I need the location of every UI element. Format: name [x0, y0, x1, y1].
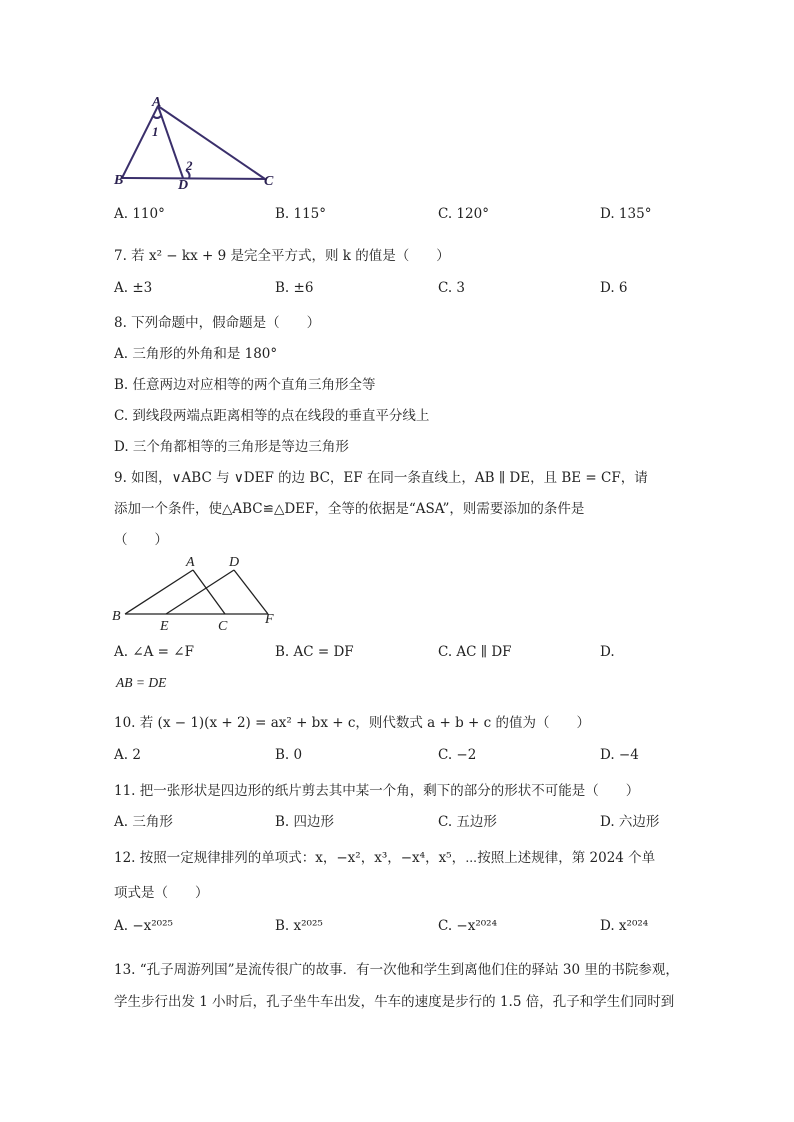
- q9-stem-line2: 添加一个条件，使△ABC≌△DEF，全等的依据是“ASA”，则需要添加的条件是: [114, 501, 585, 517]
- label-A: A: [152, 95, 162, 110]
- q11-option-c[interactable]: C. 五边形: [438, 814, 497, 830]
- q9-stem-line3: （ ）: [114, 532, 168, 548]
- q12-stem-line2: 项式是（ ）: [114, 885, 209, 901]
- q12-option-d[interactable]: D. x²⁰²⁴: [600, 918, 649, 934]
- q9-option-d-value: AB = DE: [116, 675, 167, 690]
- label-angle-1: 1: [152, 124, 159, 139]
- q6-option-d[interactable]: D. 135°: [600, 206, 652, 222]
- q11-option-a[interactable]: A. 三角形: [114, 814, 173, 830]
- q7-option-a[interactable]: A. ±3: [114, 280, 153, 296]
- q10-stem: 10. 若 (x − 1)(x + 2) = ax² + bx + c，则代数式 a + b + c 的值为（ ）: [114, 715, 591, 731]
- q8-option-a[interactable]: A. 三角形的外角和是 180°: [114, 346, 278, 362]
- q6-option-a[interactable]: A. 110°: [114, 206, 165, 222]
- label-B: B: [114, 173, 124, 188]
- q7-stem: 7. 若 x² − kx + 9 是完全平方式，则 k 的值是（ ）: [114, 248, 450, 264]
- label-C: C: [264, 174, 274, 189]
- q11-option-b[interactable]: B. 四边形: [275, 814, 335, 830]
- q13-stem-line2: 学生步行出发 1 小时后，孔子坐牛车出发，牛车的速度是步行的 1.5 倍，孔子和学生们同时到: [114, 994, 675, 1010]
- q9-option-c[interactable]: C. AC ∥ DF: [438, 644, 512, 660]
- label-B: B: [112, 609, 121, 624]
- q8-option-d[interactable]: D. 三个角都相等的三角形是等边三角形: [114, 439, 349, 455]
- label-C: C: [218, 619, 228, 634]
- q10-option-c[interactable]: C. −2: [438, 747, 477, 763]
- q9-stem-line1: 9. 如图，∨ABC 与 ∨DEF 的边 BC，EF 在同一条直线上，AB ∥ DE，且 BE = CF，请: [114, 470, 648, 486]
- segment-AD: [158, 106, 183, 178]
- q8-option-b[interactable]: B. 任意两边对应相等的两个直角三角形全等: [114, 377, 376, 393]
- segment-BA: [125, 570, 193, 614]
- q7-option-b[interactable]: B. ±6: [275, 280, 314, 296]
- angle-1-arc: [153, 116, 161, 118]
- triangles-figure-q9: [108, 550, 288, 634]
- segment-BC: [122, 178, 265, 179]
- label-D: D: [229, 555, 240, 570]
- q11-option-d[interactable]: D. 六边形: [600, 814, 660, 830]
- segment-AC: [158, 106, 265, 179]
- q10-option-d[interactable]: D. −4: [600, 747, 639, 763]
- label-E: E: [160, 619, 169, 634]
- q10-option-b[interactable]: B. 0: [275, 747, 303, 763]
- q13-stem-line1: 13. “孔子周游列国”是流传很广的故事．有一次他和学生到离他们住的驿站 30 里的书院参观，: [114, 962, 679, 978]
- label-F: F: [265, 612, 274, 627]
- q8-stem: 8. 下列命题中，假命题是（ ）: [114, 315, 321, 331]
- q10-option-a[interactable]: A. 2: [114, 747, 141, 763]
- q11-stem: 11. 把一张形状是四边形的纸片剪去其中某一个角，剩下的部分的形状不可能是（ ）: [114, 783, 640, 799]
- q9-option-d[interactable]: D.: [600, 644, 615, 660]
- segment-DF: [234, 570, 268, 614]
- segment-AC: [193, 570, 225, 614]
- q9-option-a[interactable]: A. ∠A = ∠F: [114, 644, 194, 660]
- segment-ED: [166, 570, 234, 614]
- label-angle-2: 2: [186, 158, 193, 173]
- q7-option-c[interactable]: C. 3: [438, 280, 466, 296]
- q12-option-b[interactable]: B. x²⁰²⁵: [275, 918, 323, 934]
- label-A: A: [186, 555, 195, 570]
- label-D: D: [178, 178, 189, 192]
- q12-stem-line1: 12. 按照一定规律排列的单项式：x，−x²，x³，−x⁴，x⁵，⋯按照上述规律，第 2024 个单: [114, 850, 656, 866]
- triangle-figure-q6: [110, 92, 290, 192]
- q7-option-d[interactable]: D. 6: [600, 280, 628, 296]
- q12-option-a[interactable]: A. −x²⁰²⁵: [114, 918, 173, 934]
- q12-option-c[interactable]: C. −x²⁰²⁴: [438, 918, 498, 934]
- q8-option-c[interactable]: C. 到线段两端点距离相等的点在线段的垂直平分线上: [114, 408, 430, 424]
- q6-option-b[interactable]: B. 115°: [275, 206, 327, 222]
- q9-option-b[interactable]: B. AC = DF: [275, 644, 354, 660]
- q6-option-c[interactable]: C. 120°: [438, 206, 489, 222]
